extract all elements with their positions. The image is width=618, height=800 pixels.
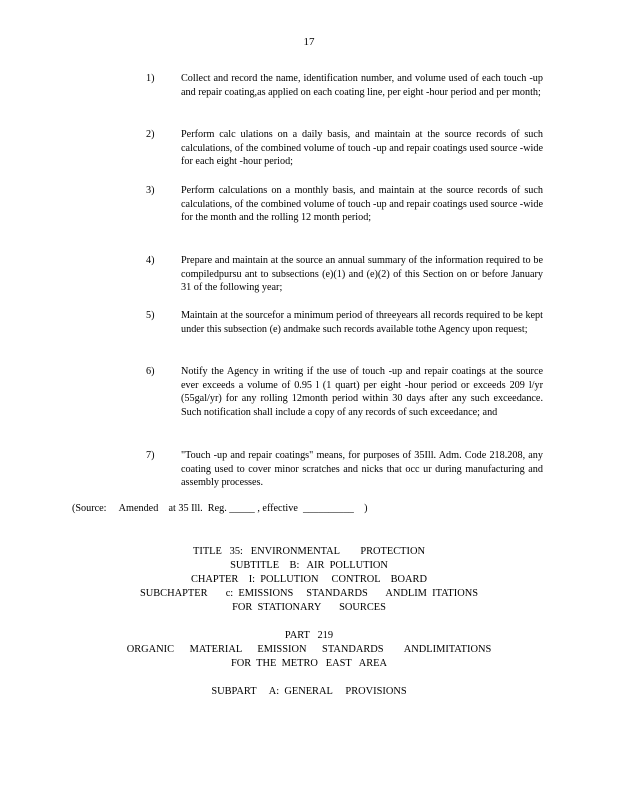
item-number: 1): [146, 73, 155, 84]
page-number: 17: [303, 36, 315, 48]
source-note: (Source: Amended at 35 Ill. Reg. _____ , effective __________ ): [72, 503, 368, 514]
item-number: 4): [146, 255, 155, 266]
item-text: Perform calc ulations on a daily basis, and maintain at the source records of such calculations, of the combined volume of touch -up and repair coatings used source -wide for each eight -hour period;: [181, 129, 543, 168]
item-text: Perform calculations on a monthly basis, and maintain at the source records of such calculations, of the combined volume of touch -up and repair coatings used source -wide for the month and the rolling 12 month period;: [181, 185, 543, 224]
item-number: 7): [146, 450, 155, 461]
item-text: Maintain at the sourcefor a minimum period of threeyears all records required to be kept under this subsection (e) andmake such records available tothe Agency upon request;: [181, 310, 543, 335]
item-text: Collect and record the name, identification number, and volume used of each touch -up and repair coating,as applied on each coating line, per eight -hour period and per month;: [181, 73, 543, 98]
subchapter-heading: SUBCHAPTER c: EMISSIONS STANDARDS ANDLIM ITATIONS: [139, 588, 479, 599]
item-number: 6): [146, 366, 155, 377]
title-heading: TITLE 35: ENVIRONMENTAL PROTECTION: [193, 546, 425, 557]
item-number: 5): [146, 310, 155, 321]
item-text: Prepare and maintain at the source an annual summary of the information required to be compiledpursu ant to subsections (e)(1) and (e)(2) of this Section on or before January 31 of the following year;: [181, 255, 543, 294]
part-title: ORGANIC MATERIAL EMISSION STANDARDS ANDLIMITATIONS: [126, 644, 492, 655]
item-number: 3): [146, 185, 155, 196]
item-text: Notify the Agency in writing if the use of touch -up and repair coatings at the source ever exceeds a volume of 0.95 l (1 quart) per eight -hour period or exceeds 209 l/yr (55gal/yr) for any rolling 12month period within 30 days after any such exceedance. Such notification shall include a copy of any records of such exceedance; and: [181, 366, 543, 418]
subtitle-heading: SUBTITLE B: AIR POLLUTION: [230, 560, 388, 571]
part-title-cont: FOR THE METRO EAST AREA: [230, 658, 388, 669]
part-heading: PART 219: [284, 630, 334, 641]
subchapter-heading-cont: FOR STATIONARY SOURCES: [232, 602, 386, 613]
item-number: 2): [146, 129, 155, 140]
chapter-heading: CHAPTER I: POLLUTION CONTROL BOARD: [190, 574, 427, 585]
item-text: "Touch -up and repair coatings" means, for purposes of 35Ill. Adm. Code 218.208, any coating used to cover minor scratches and nicks that occ ur during manufacturing and assembly processes.: [181, 450, 543, 489]
subpart-heading: SUBPART A: GENERAL PROVISIONS: [211, 686, 407, 697]
